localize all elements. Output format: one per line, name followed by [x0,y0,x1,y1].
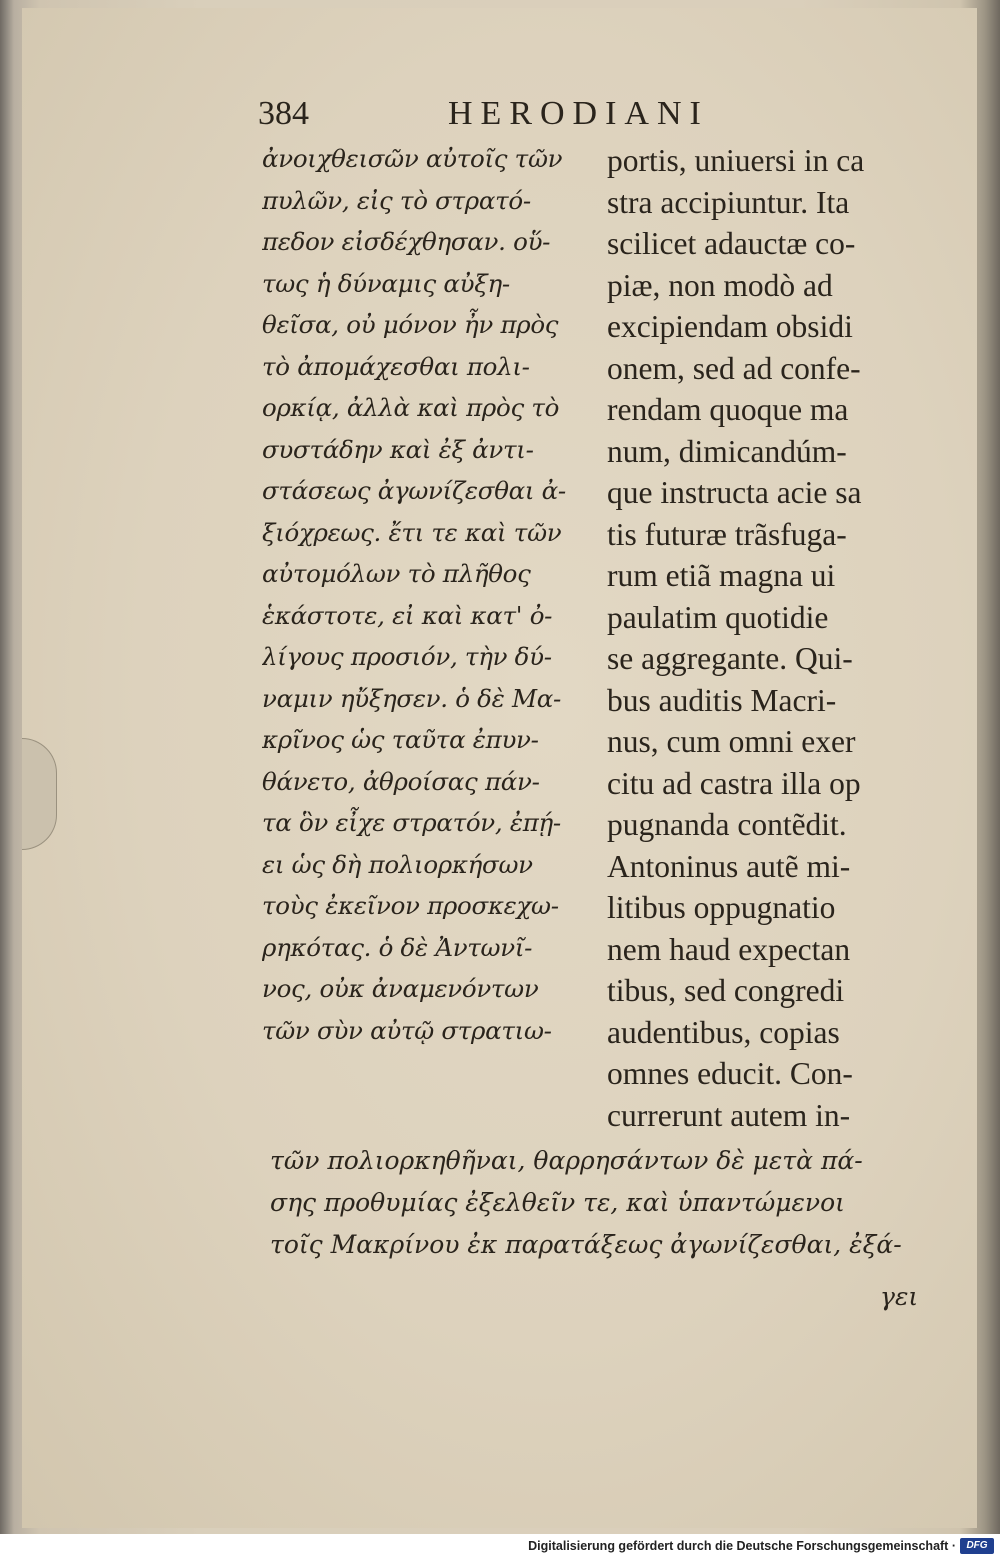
latin-line: tibus, sed congredi [607,973,845,1008]
latin-line: pugnanda contẽdit. [607,807,847,842]
latin-line: audentibus, copias [607,1014,840,1050]
greek-line: νος, οὐκ ἀναμενόντων [262,974,539,1003]
greek-line: τως ἡ δύναμις αὐξη- [262,268,510,298]
greek-full-line: τοῖς Μακρίνου ἐκ παρατάξεως ἀγωνίζεσθαι, ἐξά- [270,1230,902,1259]
latin-text-column [607,140,932,1136]
greek-line: λίγους προσιόν, τὴν δύ- [262,642,552,671]
greek-line: τὸ ἀπομάχεσθαι πολι- [262,351,530,381]
footer-credit: Digitalisierung gefördert durch die Deutsche Forschungsgemeinschaft · [528,1539,956,1553]
greek-full-line: σης προθυμίας ἐξελθεῖν τε, καὶ ὑπαντώμενοι [270,1188,845,1217]
latin-line: omnes educit. Con- [607,1056,853,1091]
page-edge-tab [22,738,57,850]
latin-line: litibus oppugnatio [607,890,836,925]
greek-line: αὐτομόλων τὸ πλῆθος [262,559,531,588]
greek-line: τα ὃν εἶχε στρατόν, ἐπῄ- [262,808,561,837]
greek-line: πεδον εἰσδέχθησαν. οὕ- [262,227,551,256]
latin-line: que instructa acie sa [607,475,862,510]
greek-line: ναμιν ηὔξησεν. ὁ δὲ Μα- [262,683,561,713]
latin-line: onem, sed ad confe- [607,350,861,386]
latin-line: portis, uniuersi in ca [607,143,865,178]
greek-line: ἀνοιχθεισῶν αὐτοῖς τῶν [262,144,563,173]
latin-line: currerunt autem in- [607,1097,851,1133]
greek-line: ρηκότας. ὁ δὲ Ἀντωνῖ- [262,932,533,962]
greek-full-line: τῶν πολιορκηθῆναι, θαρρησάντων δὲ μετὰ πά- [270,1146,863,1175]
latin-line: num, dimicandúm- [607,433,847,469]
dfg-logo-icon: DFG [960,1538,994,1554]
greek-line: συστάδην καὶ ἐξ ἀντι- [262,434,534,464]
greek-line: θάνετο, ἀθροίσας πάν- [262,766,540,796]
footer-bar [0,1534,1000,1559]
latin-line: se aggregante. Qui- [607,641,853,676]
latin-line: nus, cum omni exer [607,724,856,759]
latin-line: rendam quoque ma [607,392,849,427]
latin-line: tis futuræ trãsfuga- [607,516,847,552]
latin-line: stra accipiuntur. Ita [607,184,850,220]
greek-line: ξιόχρεως. ἔτι τε καὶ τῶν [262,517,562,547]
latin-line: scilicet adauctæ co- [607,226,856,261]
greek-line: τοὺς ἐκεῖνον προσκεχω- [262,891,559,920]
latin-line: nem haud expectan [607,931,851,967]
latin-line: Antoninus autẽ mi- [607,848,851,884]
greek-line: στάσεως ἀγωνίζεσθαι ἀ- [262,476,566,505]
greek-line: ει ὡς δὴ πολιορκήσων [262,849,533,879]
greek-text-column [262,138,592,1051]
latin-line: paulatim quotidie [607,599,829,635]
latin-line: piæ, non modò ad [607,267,833,303]
catchword: γει [880,1282,919,1311]
greek-full-width-text [270,1140,950,1266]
latin-line: rum etiã magna ui [607,558,836,593]
greek-line: πυλῶν, εἰς τὸ στρατό- [262,185,531,215]
latin-line: excipiendam obsidi [607,309,853,344]
greek-line: ἑκάστοτε, εἰ καὶ κατ' ὀ- [262,600,553,630]
greek-line: θεῖσα, οὐ μόνον ἦν πρὸς [262,310,559,339]
greek-line: τῶν σὺν αὐτῷ στρατιω- [262,1015,552,1045]
greek-line: ορκίᾳ, ἀλλὰ καὶ πρὸς τὸ [262,393,560,422]
latin-line: bus auditis Macri- [607,682,837,718]
latin-line: citu ad castra illa op [607,765,861,801]
running-head [258,95,938,139]
running-title: HERODIANI [448,95,709,132]
page-number: 384 [258,95,309,132]
greek-line: κρῖνος ὡς ταῦτα ἐπυν- [262,725,539,754]
